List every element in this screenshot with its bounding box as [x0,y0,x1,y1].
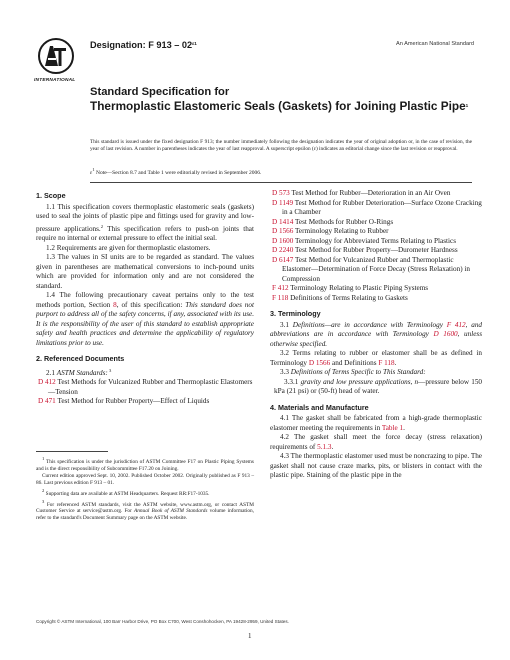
reference-title: Definitions of Terms Relating to Gaskets [288,293,408,302]
footnote-3 [36,499,254,522]
left-reference-list [36,378,254,407]
footnote-2-text: Supporting data are available at ASTM Headquarters. Request RR:F17-1035. [44,490,210,497]
reference-item [270,218,482,228]
para-3-3 [270,368,482,378]
reference-code-link[interactable]: D 1600 [272,236,294,245]
epsilon-symbol: ε [90,170,93,176]
para-4-3: 4.3 The thermoplastic elastomer used must be noncrazing to pipe. The gasket shall not cause craze marks, pits, or blisters in contact with the plastic pipe. Staining of the plastic pipe in the [270,452,482,479]
designation-text: Designation: F 913 – 02 [90,40,193,50]
d1566-link[interactable]: D 1566 [308,358,331,367]
footnote-1 [36,456,254,472]
title-footnote-marker: 1 [465,103,469,108]
para-3-3-text: Definitions of Terms Specific to This Standard: [290,368,426,376]
right-column [270,189,482,481]
reference-code-link[interactable]: D 1566 [272,227,294,235]
footnote-2 [36,488,254,498]
para-3-2 [270,349,482,368]
footnote-3-text: For referenced ASTM standards, visit the ASTM website, www.astm.org, or contact ASTM Customer Service at service@astm.org. For [36,501,254,515]
header-rule [90,182,472,183]
reference-title: Test Method for Rubber—Deterioration in an Air Oven [289,189,451,197]
para-4-1-text-b: . [403,423,405,432]
reference-item [270,199,482,218]
editorial-note-text: Note—Section 8.7 and Table 1 were editorially revised in September 2006. [94,170,262,176]
footnote-3-text-b: volume information, refer to the standard's Document Summary page on the ASTM website. [36,508,254,521]
reference-title: Terminology Relating to Rubber [293,227,389,235]
reference-code-link[interactable]: D 573 [272,189,290,197]
reference-code-link[interactable]: D 6147 [272,255,294,264]
materials-heading: 4. Materials and Manufacture [270,402,369,412]
para-3-2-text-b: and Definitions [330,358,379,367]
reference-item [270,227,482,237]
reference-code-link[interactable]: F 412 [272,284,289,292]
footnote-2-marker: 2 [42,487,45,493]
footnote-1-marker: 1 [42,456,45,461]
para-3-1-text: Definitions—are in accordance with Terminology [292,320,447,329]
reference-item [36,378,254,397]
copyright: Copyright © ASTM International, 100 Barr Harbor Drive, PO Box C700, West Conshohocken, PA 19428-2959, United States. [36,619,289,624]
left-column [36,191,254,407]
para-4-1 [270,414,482,433]
reference-item [270,237,482,247]
annual-book-title: Annual Book of ASTM Standards [134,508,208,515]
para-4-2-text-b: . [331,442,334,451]
para-4-2-text: 4.2 The gasket shall meet the force decay (stress relaxation) requirements of [270,433,482,451]
section-8-link[interactable]: 8 [113,300,117,309]
designation-superscript: ε1 [192,41,197,46]
safety-caveat: This standard does not purport to address all of the safety concerns, if any, associated with its use. It is the responsibility of the user of this standard to establish appropriate safety and health practices and determine the applicability of regulatory limitations prior to use. [36,300,254,347]
para-1-1 [36,203,254,244]
para-1-4-text: 1.4 The following precautionary caveat pertains only to the test methods portion, Section [36,291,254,309]
footnote-3-marker: 3 [42,498,45,504]
term-gravity-low-pressure: gravity and low pressure applications, n [300,377,419,386]
designation [90,40,197,50]
para-3-3-1 [274,378,482,397]
logo-text: INTERNATIONAL [34,78,76,83]
right-reference-list [270,189,482,303]
para-2-1-number: 2.1 [46,368,57,377]
reference-title: Terminology for Abbreviated Terms Relating to Plastics [293,236,456,245]
para-3-1 [270,321,482,350]
para-3-1-text-b: , and abbreviations are in accordance with Terminology [270,320,483,338]
d1600-link[interactable]: D 1600 [433,330,458,338]
footnote-rule [36,451,108,452]
para-3-1-text-c: , unless otherwise specified. [270,330,483,348]
title-line1: Standard Specification for [90,86,230,98]
para-1-2: 1.2 Requirements are given for thermoplastic elastomers. [46,243,211,252]
f118-link[interactable]: F 118 [378,358,395,367]
para-4-2 [270,433,482,452]
para-3-2-text-c: . [394,358,397,367]
para-3-2-text: 3.2 Terms relating to rubber or elastomer shall be as defined in Terminology [270,349,482,367]
reference-code-link[interactable]: F 118 [272,293,289,302]
reference-title: Test Methods for Vulcanized Rubber and Thermoplastic Elastomers—Tension [48,378,253,396]
editorial-note [90,166,470,177]
footnotes [36,456,254,523]
astm-logo [36,36,76,88]
f412-link[interactable]: F 412 [446,320,466,329]
para-4-1-text: 4.1 The gasket shall be fabricated from a high-grade thermoplastic elastomer meeting the requirements in [270,414,482,432]
para-3-3-1-definition: —pressure below 150 kPa (21 psi) or (50-ft) head of water. [274,377,483,395]
issuance-note: This standard is issued under the fixed designation F 913; the number immediately following the designation indicates the year of original adoption or, in the case of revision, the year of last revision. A number in parentheses indicates the year of last reapproval. A superscript epsilon (ε) indicates an editorial change since the last revision or reapproval. [90,139,472,153]
footnote-marker-3: 3 [107,367,112,373]
reference-title: Terminology Relating to Plastic Piping Systems [288,284,429,292]
footnote-1-text: This specification is under the jurisdiction of ASTM Committee F17 on Plastic Piping Systems and is the direct responsibility of Subcommittee F17.20 on Joining. [36,459,254,472]
reference-item [270,256,482,285]
reference-code-link[interactable]: D 1414 [272,217,294,226]
para-1-4-text-b: , of this specification: [116,300,186,309]
para-3-1-number: 3.1 [280,320,293,329]
epsilon-sup: 1 [92,167,95,172]
reference-item [270,189,482,199]
reference-item [36,397,254,407]
reference-title: Test Method for Vulcanized Rubber and Thermoplastic Elastomer—Determination of Force Decay (Stress Relaxation) in Compression [282,255,471,283]
reference-title: Test Method for Rubber Property—Durometer Hardness [293,246,458,254]
footnote-1-edition: Current edition approved Sept. 10, 2002. Published October 2002. Originally published as F 913 – 86. Last previous edition F 913 – 01. [36,473,254,487]
reference-item [270,284,482,294]
para-1-1-text: 1.1 This specification covers thermoplastic elastomeric seals (gaskets) used to seal the joints of plastic pipe and fittings used for gravity and low-pressure applications. [36,202,254,233]
reference-item [270,294,482,304]
para-1-4 [36,291,254,348]
document-title [90,99,470,113]
para-1-1-text-b: This specification refers to push-on joints that require no internal or external pressure to effect the initial seal. [36,224,254,242]
reference-code-link[interactable]: D 412 [38,378,56,386]
scope-heading: 1. Scope [36,191,66,200]
footnote-marker-2: 2 [100,223,104,229]
reference-title: Test Methods for Rubber O-Rings [293,217,394,226]
reference-title: Test Method for Rubber Deterioration—Surface Ozone Cracking in a Chamber [282,198,482,216]
para-3-3-1-number: 3.3.1 [284,377,301,386]
terminology-heading: 3. Terminology [270,309,321,318]
reference-item [270,246,482,256]
astm-standards-label: ASTM Standards: [56,368,108,377]
table-1-link[interactable]: Table 1 [381,423,404,432]
reference-code-link[interactable]: D 471 [38,397,56,405]
title-block [90,86,470,113]
para-2-1 [36,366,254,379]
reference-code-link[interactable]: D 1149 [272,198,294,207]
standard-label: An American National Standard [396,41,475,47]
reference-title: Test Method for Rubber Property—Effect of Liquids [55,397,210,405]
references-heading: 2. Referenced Documents [36,354,125,363]
section-5-1-3-link[interactable]: 5.1.3 [317,442,332,451]
para-1-3: 1.3 The values in SI units are to be regarded as standard. The values given in parentheses are mathematical conversions to inch-pound units which are provided for information only and are not considered the standard. [36,253,254,290]
reference-code-link[interactable]: D 2240 [272,246,294,254]
page-number: 1 [248,632,252,640]
para-3-3-number: 3.3 [280,368,291,376]
title-text: Thermoplastic Elastomeric Seals (Gaskets) for Joining Plastic Pipe [90,99,466,113]
